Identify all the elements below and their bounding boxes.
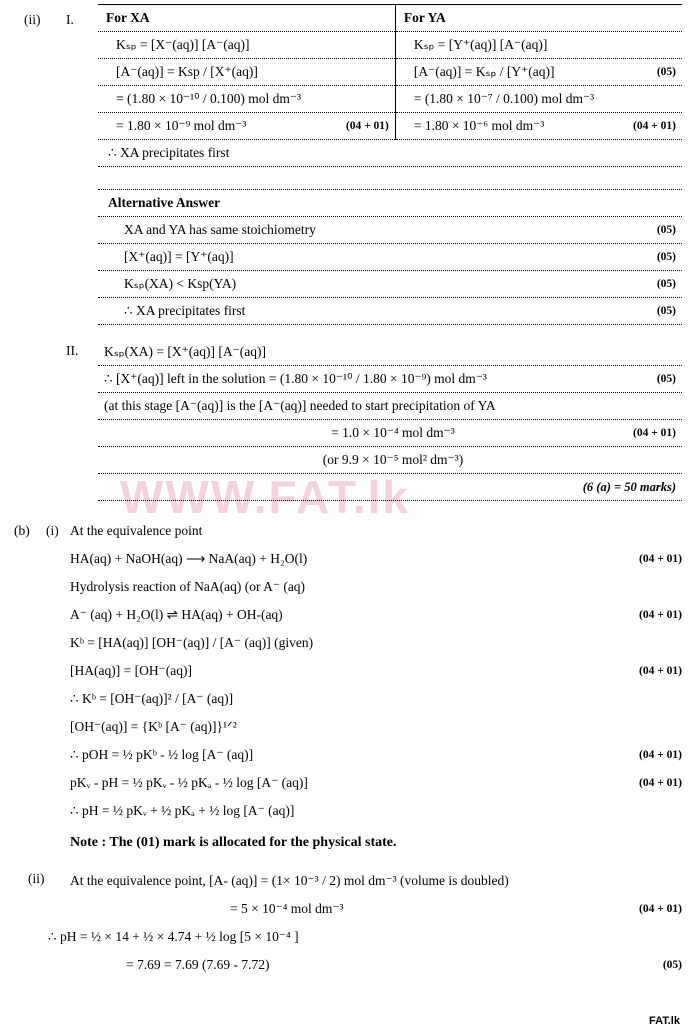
roman-one-label: I. <box>66 12 74 27</box>
answer-line <box>70 573 682 601</box>
marks: (04 + 01) <box>639 553 682 565</box>
line-text: ∴ [X⁺(aq)] left in the solution = (1.80 × 10⁻¹⁰ / 1.80 × 10⁻⁹) mol dm⁻³ <box>104 371 487 386</box>
page-footer: FAT.lk <box>649 1015 680 1027</box>
table-row <box>396 113 682 140</box>
line-text: = 7.69 = 7.69 (7.69 - 7.72) <box>126 957 270 972</box>
answer-line <box>70 797 682 825</box>
table-row <box>98 86 395 113</box>
table-row <box>98 271 682 298</box>
marks: (04 + 01) <box>639 777 682 789</box>
line-text: At the equivalence point <box>70 523 203 538</box>
cell-text: [X⁺(aq)] = [Y⁺(aq)] <box>124 249 234 264</box>
answer-line <box>98 393 682 420</box>
line-text: At the equivalence point, [A- (aq)] = (1× 10⁻³ / 2) mol dm⁻³ (volume is doubled) <box>70 873 509 888</box>
answer-line <box>70 713 682 741</box>
marks: (04 + 01) <box>639 665 682 677</box>
line-text: Kᵇ = [HA(aq)] [OH⁻(aq)] / [A⁻ (aq)] (given) <box>70 635 314 650</box>
cell-text: = 1.80 × 10⁻⁶ mol dm⁻³ <box>413 118 545 133</box>
cell-text: = (1.80 × 10⁻¹⁰ / 0.100) mol dm⁻³ <box>116 91 302 106</box>
table-row <box>396 86 682 113</box>
answer-line <box>70 741 682 769</box>
conclusion-text: ∴ XA precipitates first <box>108 145 230 160</box>
answer-line <box>70 867 682 895</box>
table-row <box>98 32 395 59</box>
ksp-comparison-table <box>98 4 682 325</box>
table-row <box>396 59 682 86</box>
line-text: A⁻ (aq) + H₂O(l) ⇌ HA(aq) + OH-(aq) <box>70 607 283 622</box>
table-row <box>98 59 395 86</box>
answer-line <box>70 545 682 573</box>
answer-line <box>70 895 682 923</box>
section-ii <box>0 4 690 325</box>
table-header-row <box>98 5 682 140</box>
marks: (05) <box>656 278 676 290</box>
marks: (04 + 01) <box>639 609 682 621</box>
answer-line <box>98 366 682 393</box>
line-text: Hydrolysis reaction of NaA(aq) (or A⁻ (aq) <box>70 579 306 594</box>
header-for-xa: For XA <box>98 5 395 32</box>
table-row <box>98 113 395 140</box>
conclusion-row <box>98 140 682 167</box>
line-text: Kₛₚ(XA) = [X⁺(aq)] [A⁻(aq)] <box>104 344 266 359</box>
answer-line <box>48 923 682 951</box>
line-text: ∴ pOH = ½ pKᵇ - ½ log [A⁻ (aq)] <box>70 747 254 762</box>
alternative-answer-title: Alternative Answer <box>98 190 682 217</box>
table-row <box>396 32 682 59</box>
part-b-ii-label: (ii) <box>28 871 45 886</box>
cell-text: Kₛₚ = [X⁻(aq)] [A⁻(aq)] <box>116 37 250 52</box>
page-content <box>0 4 690 979</box>
line-text: (or 9.9 × 10⁻⁵ mol² dm⁻³) <box>322 452 464 467</box>
cell-text: [A⁻(aq)] = Ksp / [X⁺(aq)] <box>116 64 258 79</box>
line-text: pKᵥ - pH = ½ pKᵥ - ½ pKₐ - ½ log [A⁻ (aq)] <box>70 775 308 790</box>
cell-text: [A⁻(aq)] = Kₛₚ / [Y⁺(aq)] <box>413 64 555 79</box>
roman-two-rows <box>98 339 682 501</box>
line-text: = 1.0 × 10⁻⁴ mol dm⁻³ <box>331 425 455 440</box>
answer-line <box>70 629 682 657</box>
marks: (04 + 01) <box>633 120 676 132</box>
line-text: ∴ Kᵇ = [OH⁻(aq)]² / [A⁻ (aq)] <box>70 691 234 706</box>
cell-text: = (1.80 × 10⁻⁷ / 0.100) mol dm⁻³ <box>413 91 595 106</box>
answer-line <box>70 601 682 629</box>
line-text: HA(aq) + NaOH(aq) ⟶ NaA(aq) + H₂O(l) <box>70 551 308 566</box>
answer-line <box>98 420 682 447</box>
marks: (04 + 01) <box>345 120 389 132</box>
table-row <box>98 217 682 244</box>
line-text: ∴ pH = ½ × 14 + ½ × 4.74 + ½ log [5 × 10⁻⁴ ] <box>48 929 299 944</box>
part-b-i-label: (i) <box>46 523 59 538</box>
table-column-left <box>98 5 396 140</box>
roman-two-label: II. <box>66 343 79 358</box>
cell-text: Kₛₚ = [Y⁺(aq)] [A⁻(aq)] <box>413 37 548 52</box>
part-b <box>0 517 690 979</box>
part-b-ii <box>0 867 690 979</box>
answer-line <box>70 657 682 685</box>
section-ii-label: (ii) <box>24 12 41 27</box>
part-b-label: (b) <box>14 523 30 538</box>
line-text: ∴ pH = ½ pKᵥ + ½ pKₐ + ½ log [A⁻ (aq)] <box>70 803 295 818</box>
cell-text: Kₛₚ(XA) < Ksp(YA) <box>124 276 237 291</box>
answer-line <box>98 447 682 474</box>
marks: (04 + 01) <box>639 903 682 915</box>
answer-line <box>70 769 682 797</box>
answer-line <box>70 517 682 545</box>
answer-line <box>98 339 682 366</box>
answer-line <box>70 685 682 713</box>
line-text: = 5 × 10⁻⁴ mol dm⁻³ <box>230 901 344 916</box>
cell-text: XA and YA has same stoichiometry <box>124 222 316 237</box>
spacer-row <box>98 167 682 190</box>
marks: (05) <box>656 251 676 263</box>
table-column-right <box>396 5 682 140</box>
marks: (05) <box>656 305 676 317</box>
table-row <box>98 298 682 325</box>
marks: (04 + 01) <box>639 749 682 761</box>
cell-text: ∴ XA precipitates first <box>124 303 246 318</box>
table-row <box>98 244 682 271</box>
cell-text: = 1.80 × 10⁻⁹ mol dm⁻³ <box>116 118 247 133</box>
marks: (04 + 01) <box>633 427 676 439</box>
answer-line <box>48 951 682 979</box>
line-text: [OH⁻(aq)] = {Kᵇ [A⁻ (aq)]}¹ᐟ² <box>70 719 237 734</box>
watermark: WWW.FAT.lk <box>120 471 411 523</box>
section-roman-two <box>0 339 690 501</box>
marks: (05) <box>656 373 676 385</box>
note-text: Note : The (01) mark is allocated for the physical state. <box>70 835 397 850</box>
line-text: [HA(aq)] = [OH⁻(aq)] <box>70 663 192 678</box>
header-for-ya: For YA <box>396 5 682 32</box>
marks: (05) <box>656 224 676 236</box>
total-marks: (6 (a) = 50 marks) <box>98 474 682 501</box>
marks: (05) <box>656 66 676 78</box>
marks: (05) <box>662 959 682 971</box>
line-text: (at this stage [A⁻(aq)] is the [A⁻(aq)] needed to start precipitation of YA <box>104 398 496 413</box>
